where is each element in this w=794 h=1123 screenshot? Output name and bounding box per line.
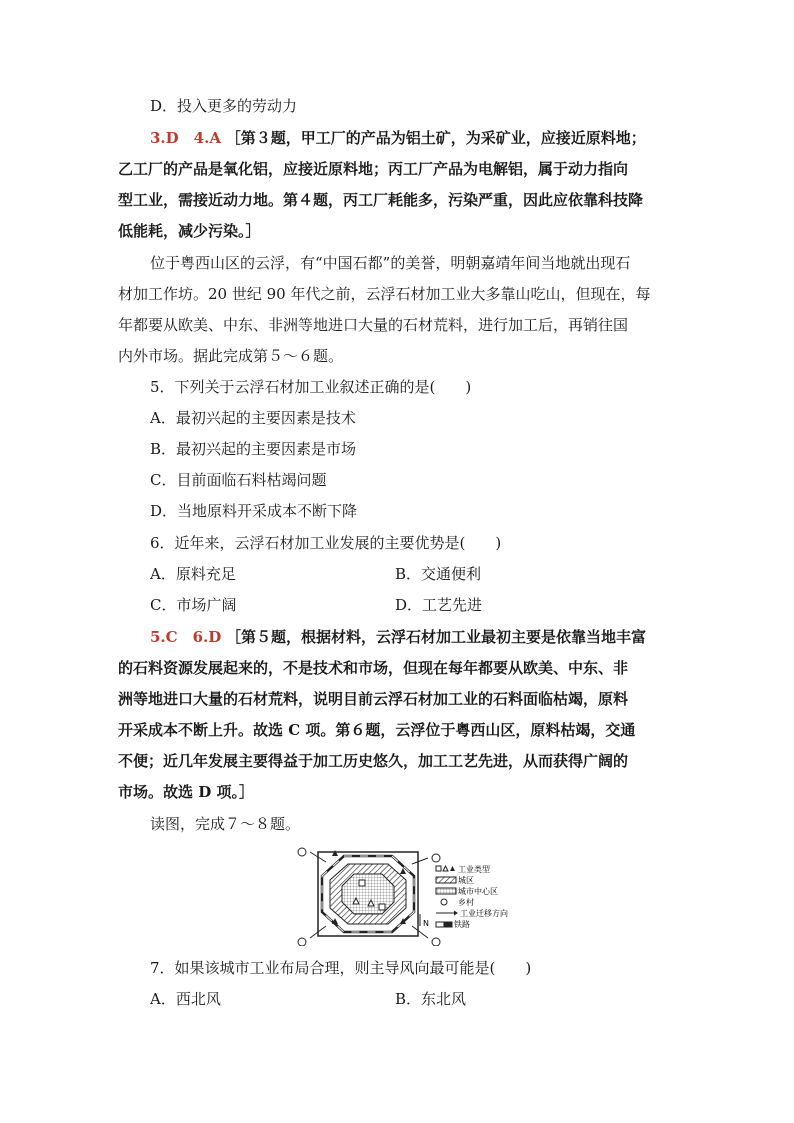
q5-option-b: B．最初兴起的主要因素是市场	[150, 440, 357, 458]
legend-rail-white	[436, 922, 444, 927]
legend-railway: 铁路	[454, 920, 470, 929]
legend-rail-black	[444, 922, 452, 927]
answer-line: 乙工厂的产品是氧化铝，应接近原料地；丙工厂产品为电解铝，属于动力指向	[118, 160, 629, 178]
answer-5-6	[150, 627, 646, 647]
q6-option-b: B．交通便利	[395, 565, 482, 583]
legend-village-icon	[441, 899, 447, 905]
q4-option-d: D．投入更多的劳动力	[150, 97, 298, 115]
legend-city-swatch	[436, 877, 456, 883]
legend-triangle-filled-icon	[450, 866, 455, 871]
answer-label: 5.C 6.D	[150, 628, 222, 646]
village-icon	[432, 854, 440, 862]
q6-stem: 6．近年来，云浮石材加工业发展的主要优势是( )	[150, 534, 502, 552]
answer-line: 低能耗，减少污染。］	[118, 222, 261, 240]
q5-option-d: D．当地原料开采成本不断下降	[150, 502, 358, 520]
legend-center: 城市中心区	[458, 887, 498, 896]
answer-3-4	[150, 128, 646, 148]
intro-7-8: 读图，完成７～８题。	[150, 815, 301, 833]
passage-line: 材加工作坊。20 世纪 90 年代之前，云浮石材加工业大多靠山吃山，但现在，每	[118, 285, 651, 303]
legend-industry: 工业类型	[458, 865, 490, 874]
legend-triangle-open-icon	[443, 866, 448, 871]
city-center-area	[342, 874, 394, 914]
q5-option-a: A．最初兴起的主要因素是技术	[150, 409, 356, 427]
legend-square-icon	[436, 866, 441, 871]
city-layout-figure	[296, 844, 546, 946]
answer-line: 型工业，需接近动力地。第４题，丙工厂耗能多，污染严重，因此应依靠科技降	[118, 191, 644, 209]
q7-option-a: A．西北风	[150, 990, 221, 1008]
answer-line: 市场。故选 D 项。］	[118, 783, 254, 801]
passage-line: 内外市场。据此完成第５～６题。	[118, 347, 344, 365]
north-label: N	[423, 919, 429, 928]
legend-village: 乡村	[458, 898, 474, 907]
village-icon	[298, 938, 306, 946]
legend-city: 城区	[458, 876, 474, 885]
legend-center-swatch	[436, 888, 456, 894]
q6-option-c: C．市场广阔	[150, 596, 237, 614]
q6-option-d: D．工艺先进	[395, 596, 483, 614]
answer-line: 开采成本不断上升。故选 C 项。第６题，云浮位于粤西山区，原料枯竭，交通	[118, 721, 636, 739]
answer-text: ［第５题，根据材料，云浮石材加工业最初主要是依靠当地丰富	[226, 628, 647, 646]
q7-option-b: B．东北风	[395, 990, 467, 1008]
q5-option-c: C．目前面临石料枯竭问题	[150, 471, 327, 489]
q5-stem: 5．下列关于云浮石材加工业叙述正确的是( )	[150, 378, 472, 396]
passage-line: 年都要从欧美、中东、非洲等地进口大量的石材荒料，进行加工后，再销往国	[118, 316, 629, 334]
answer-line: 不便；近几年发展主要得益于加工历史悠久，加工工艺先进，从而获得广阔的	[118, 752, 629, 770]
answer-text: ［第３题，甲工厂的产品为铝土矿，为采矿业，应接近原料地；	[225, 129, 646, 147]
legend-migration: 工业迁移方向	[460, 909, 508, 918]
village-icon	[432, 938, 440, 946]
passage-line: 位于粤西山区的云浮，有“中国石都”的美誉，明朝嘉靖年间当地就出现石	[150, 254, 631, 272]
industry-square-icon	[379, 904, 385, 910]
q7-stem: 7．如果该城市工业布局合理，则主导风向最可能是( )	[150, 959, 532, 977]
village-icon	[298, 848, 306, 856]
industry-square-icon	[359, 880, 365, 886]
answer-line: 洲等地进口大量的石材荒料，说明目前云浮石材加工业的石料面临枯竭，原料	[118, 690, 629, 708]
answer-label: 3.D 4.A	[150, 129, 221, 147]
legend-arrowhead-icon	[454, 911, 458, 916]
answer-line: 的石料资源发展起来的，不是技术和市场，但现在每年都要从欧美、中东、非	[118, 659, 629, 677]
q6-option-a: A．原料充足	[150, 565, 236, 583]
